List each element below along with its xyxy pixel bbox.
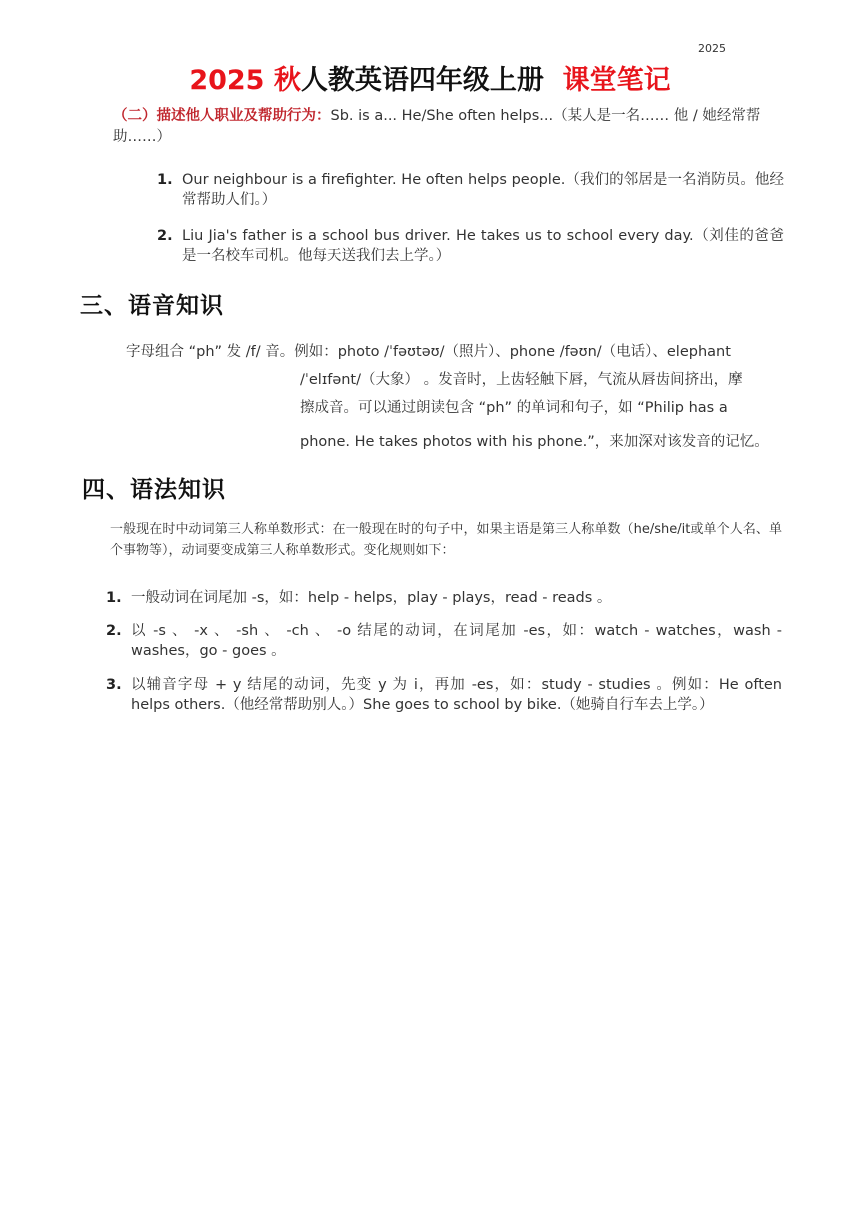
rule-text: 以辅音字母 + y 结尾的动词，先变 y 为 i，再加 -es，如：study - studies 。例如：He often helps others.（他经常帮助别人。）She goes to school by bike.（她骑自行车去上学。） <box>131 677 782 713</box>
pattern-label: （二）描述他人职业及帮助行为： <box>113 108 331 124</box>
phonics-line: 擦成音。可以通过朗读包含 “ph” 的单词和句子，如 “Philip has a <box>300 400 728 416</box>
title-main: 人教英语四年级上册 <box>300 65 544 96</box>
phonics-line: phone. He takes photos with his phone.”，来加深对该发音的记忆。 <box>300 434 769 450</box>
grammar-intro: 一般现在时中动词第三人称单数形式：在一般现在时的句子中，如果主语是第三人称单数（he/she/it或单个人名、单个事物等），动词要变成第三人称单数形式。变化规则如下： <box>110 522 782 558</box>
rule-number: 3. <box>106 677 122 693</box>
example-item <box>157 170 784 210</box>
example-text: Our neighbour is a firefighter. He often helps people.（我们的邻居是一名消防员。他经常帮助人们。） <box>182 172 784 208</box>
phonics-line: /ˈelɪfənt/（大象） 。发音时，上齿轻触下唇，气流从唇齿间挤出，摩 <box>300 372 743 388</box>
example-number: 1. <box>157 172 173 188</box>
grammar-rule <box>106 621 782 661</box>
title-notes: 课堂笔记 <box>562 65 671 96</box>
grammar-rule <box>106 675 782 715</box>
page-year: 2025 <box>698 42 726 55</box>
rule-number: 1. <box>106 590 122 606</box>
pattern-content: Sb. is a... He/She often helps...（某人是一名…… 他 / 她经常帮助……） <box>113 108 761 145</box>
rule-text: 一般动词在词尾加 -s，如：help - helps，play - plays，read - reads 。 <box>131 590 612 606</box>
grammar-heading: 四、语法知识 <box>82 477 226 503</box>
example-text: Liu Jia's father is a school bus driver. He takes us to school every day.（刘佳的爸爸是一名校车司机。他每天送我们去上学。） <box>182 228 784 264</box>
grammar-rule <box>106 588 782 608</box>
example-item <box>157 226 784 266</box>
rule-text: 以 -s 、 -x 、 -sh 、 -ch 、 -o 结尾的动词，在词尾加 -es，如：watch - watches，wash - washes，go - goes 。 <box>131 623 782 659</box>
phonics-line: 字母组合 “ph” 发 /f/ 音。例如：photo /ˈfəʊtəʊ/（照片）、phone /fəʊn/（电话）、elephant <box>126 344 731 360</box>
rule-number: 2. <box>106 623 122 639</box>
pattern-description <box>113 106 785 148</box>
example-number: 2. <box>157 228 173 244</box>
page-title <box>0 58 860 97</box>
title-year: 2025 秋 <box>189 65 301 96</box>
phonics-heading: 三、语音知识 <box>80 293 224 319</box>
